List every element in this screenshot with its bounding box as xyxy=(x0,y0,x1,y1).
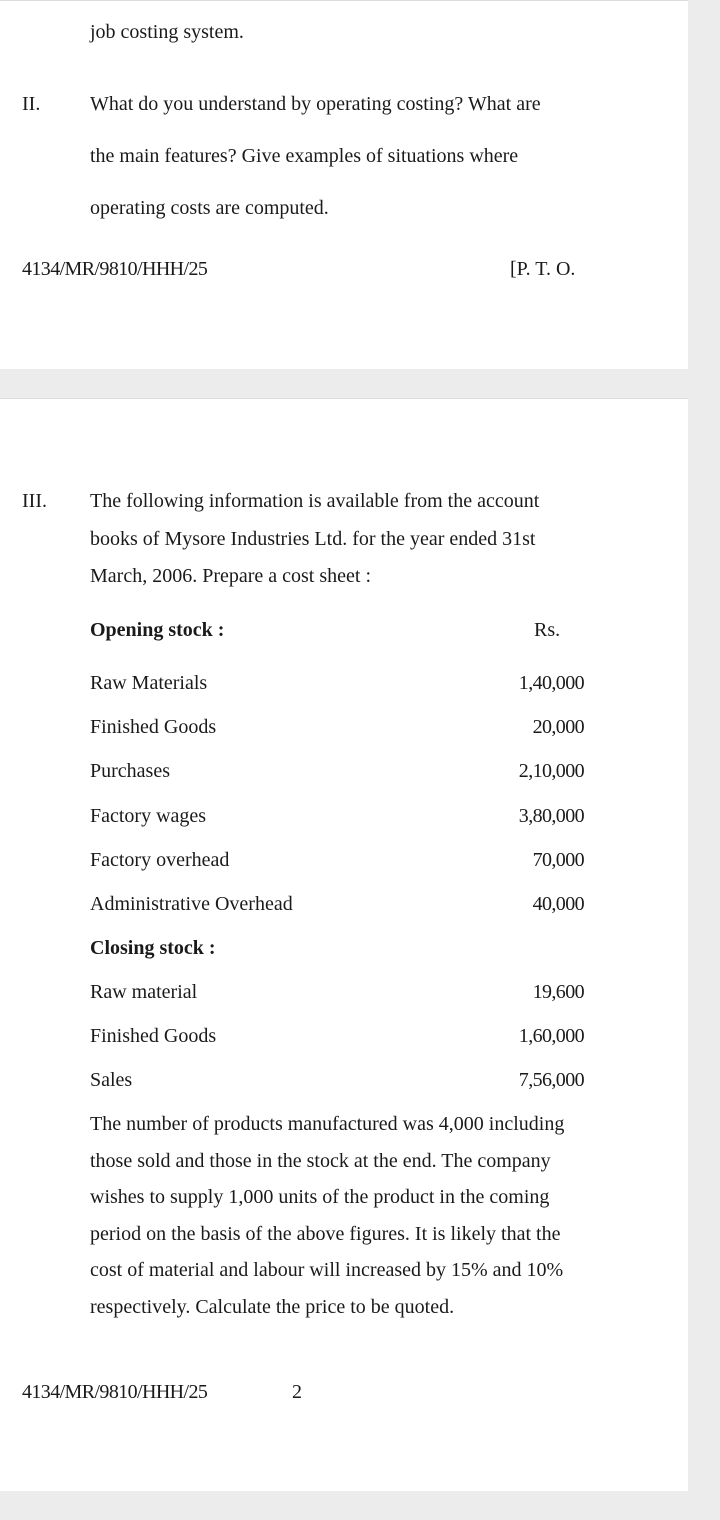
paragraph-line: cost of material and labour will increased by 15% and 10% xyxy=(90,1259,564,1281)
item-label: Factory wages xyxy=(90,805,207,827)
item-value: 20,000 xyxy=(532,716,584,738)
closing-item-value: 7,56,000 xyxy=(518,1069,584,1091)
footer-code: 4134/MR/9810/HHH/25 xyxy=(22,258,208,280)
question-2-line-2: the main features? Give examples of situations where xyxy=(90,145,519,167)
question-2-line-3: operating costs are computed. xyxy=(90,197,329,219)
item-label: Administrative Overhead xyxy=(90,893,293,915)
opening-stock-heading: Opening stock : xyxy=(90,619,225,641)
closing-item-label: Sales xyxy=(90,1069,133,1091)
item-label: Raw Materials xyxy=(90,672,208,694)
document-page-2 xyxy=(0,398,688,1491)
paragraph-line: wishes to supply 1,000 units of the product in the coming xyxy=(90,1186,550,1208)
item-value: 40,000 xyxy=(532,893,584,915)
continued-line: job costing system. xyxy=(90,21,244,43)
paragraph-line: period on the basis of the above figures. It is likely that the xyxy=(90,1223,561,1245)
closing-item-label: Finished Goods xyxy=(90,1025,217,1047)
question-3-line-2: books of Mysore Industries Ltd. for the year ended 31st xyxy=(90,528,536,550)
item-value: 1,40,000 xyxy=(518,672,584,694)
paragraph-line: The number of products manufactured was 4,000 including xyxy=(90,1113,565,1135)
item-value: 3,80,000 xyxy=(518,805,584,827)
question-3-number: III. xyxy=(22,490,47,512)
item-label: Factory overhead xyxy=(90,849,230,871)
paragraph-line: respectively. Calculate the price to be quoted. xyxy=(90,1296,455,1318)
question-3-line-3: March, 2006. Prepare a cost sheet : xyxy=(90,565,372,587)
item-value: 2,10,000 xyxy=(518,760,584,782)
item-value: 70,000 xyxy=(532,849,584,871)
please-turn-over: [P. T. O. xyxy=(510,258,576,280)
currency-header: Rs. xyxy=(534,619,561,641)
item-label: Purchases xyxy=(90,760,170,782)
question-3-line-1: The following information is available from the account xyxy=(90,490,540,512)
document-page-1 xyxy=(0,0,688,369)
closing-item-label: Raw material xyxy=(90,981,198,1003)
item-label: Finished Goods xyxy=(90,716,217,738)
paragraph-line: those sold and those in the stock at the end. The company xyxy=(90,1150,551,1172)
question-2-line-1: What do you understand by operating costing? What are xyxy=(90,93,541,115)
page-number: 2 xyxy=(292,1381,302,1403)
question-2-number: II. xyxy=(22,93,41,115)
footer-code: 4134/MR/9810/HHH/25 xyxy=(22,1381,208,1403)
closing-item-value: 19,600 xyxy=(532,981,584,1003)
closing-item-value: 1,60,000 xyxy=(518,1025,584,1047)
closing-stock-heading: Closing stock : xyxy=(90,937,216,959)
